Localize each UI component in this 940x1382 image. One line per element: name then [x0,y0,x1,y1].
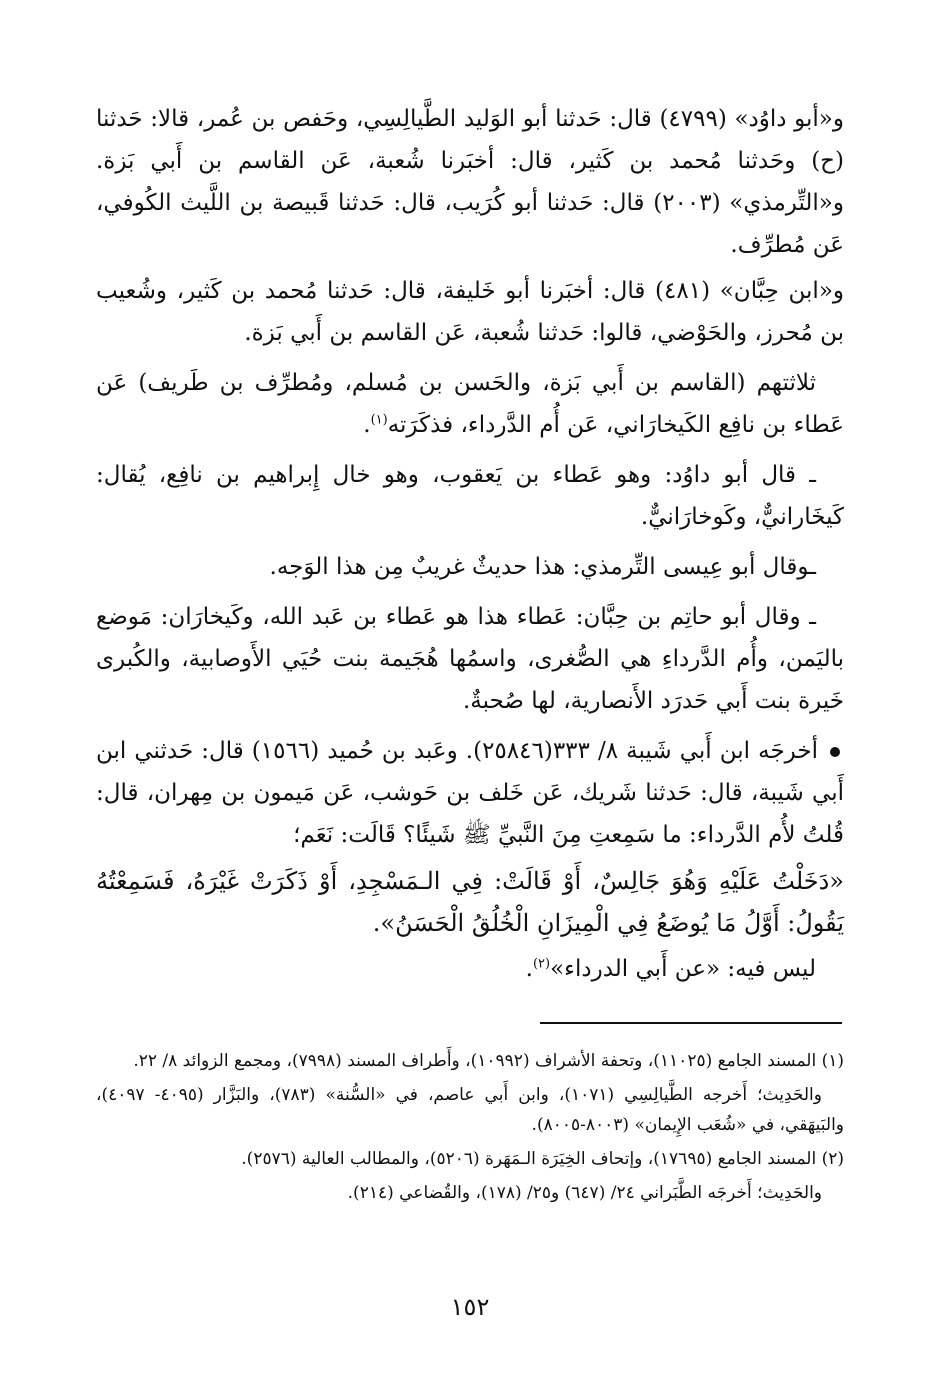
footnote-2-hadith: والحَدِيث؛ أَخرجَه الطَّبَراني ٢٤/ (٦٤٧) و٢٥/ (١٧٨)، والقُضاعي (٢١٤). [347,1183,822,1203]
footnote-1-hadith: والحَدِيث؛ أَخرجه الطَّيالِسِي (١٠٧١)، وابن أَبي عاصم، في «السُّنة» (٧٨٣)، والبَزَّار (٤٠٩٥- ٤٠٩٧)، والبَيهَقي، في «شُعَب الإِيمان» (٨٠٠٣-٨٠٠٥). [96,1085,844,1135]
bullet-icon [830,747,840,757]
hadith-text: «دَخَلْتُ عَلَيْهِ وَهُوَ جَالِسٌ، أَوْ قَالَتْ: فِي الـمَسْجِدِ، أَوْ ذَكَرَتْ غَيْرَهُ، فَسَمِعْتُهُ يَقُولُ: أَوَّلُ مَا يُوضَعُ فِي الْمِيزَانِ الْخُلُقُ الْحَسَنُ». [96,867,844,937]
main-text [96,98,844,990]
footnote-2: (٢) المسند الجامع (١٧٦٩٥)، وإتحاف الخِيَرَة الـمَهَرة (٥٢٠٦)، والمطالب العالية (٢٥٧٦). [241,1149,844,1169]
paragraph-abu-dawud-comment: ـ قال أبو داوُد: وهو عَطاء بن يَعقوب، وهو خال إِبراهيم بن نافِع، يُقال: كَيخَارانيٌّ، وكَوخارَانيٌّ. [96,462,844,530]
footnote-divider [540,1022,842,1024]
paragraph-tirmidhi-comment: ـوقال أبو عِيسى التِّرمذي: هذا حديثٌ غريبٌ مِن هذا الوَجه. [269,554,816,580]
paragraph-ibn-hibban-chain: و«ابن حِبَّان» (٤٨١) قال: أخبَرنا أبو خَليفة، قال: حَدثنا مُحمد بن كَثير، وشُعيب بن مُحرز، والحَوْضي، قالوا: حَدثنا شُعبة، عَن القاسم بن أَبي بَزة. [96,278,844,346]
not-in-it-text: ليس فيه: «عن أَبي الدرداء» [550,956,816,982]
paragraph-three-narrators: ثلاثتهم (القاسم بن أَبي بَزة، والحَسن بن مُسلم، ومُطرِّف بن طَريف) عَن عَطاء بن نافِع الكَيخارَاني، عَن أُم الدَّرداء، فذكَرَته$^{(١)}$. [96,370,844,438]
footnote-ref-1[interactable]: (١) [370,412,388,428]
paragraph-not-in-it: ليس فيه: «عن أَبي الدرداء»$^{(٢)}$. [525,956,816,982]
footnote-ref-2[interactable]: (٢) [532,956,551,972]
footnote-1: (١) المسند الجامع (١١٠٢٥)، وتحفة الأشراف (١٠٩٩٢)، وأَطراف المسند (٧٩٩٨)، ومجمع الزوائد ٨/ ٢٢. [133,1051,844,1071]
footnotes [96,1046,844,1212]
paragraph-ibn-hibban-comment: ـ وقال أبو حاتِم بن حِبَّان: عَطاء هذا هو عَطاء بن عَبد الله، وكَيخارَان: مَوضع باليَمن، وأُم الدَّرداءِ هي الصُّغرى، واسمُها هُجَيمة بنت حُيَي الأَوصابية، والكُبرى خَيرة بنت أَبي حَدرَد الأَنصارية، لها صُحبةٌ. [96,604,844,714]
paragraph-abu-dawud-chain: و«أبو داوُد» (٤٧٩٩) قال: حَدثنا أبو الوَليد الطَّيالِسِي، وحَفص بن عُمر، قالا: حَدثنا (ح) وحَدثنا مُحمد بن كَثير، قال: أخبَرنا شُعبة، عَن القاسم بن أَبي بَزة. و«التِّرمذي» (٢٠٠٣) قال: حَدثنا أبو كُرَيب، قال: حَدثنا قَبيصة بن اللَّيث الكُوفي، عَن مُطرِّف. [96,106,844,258]
page-body [96,98,844,994]
ibn-abi-shaybah-text: أخرجَه ابن أَبي شَيبة ٨/ ٣٣٣(٢٥٨٤٦). وعَبد بن حُميد (١٥٦٦) قال: حَدثني ابن أَبي شَيبة، قال: حَدثنا شَريك، عَن خَلف بن حَوشب، عَن مَيمون بن مِهران، قال: قُلتُ لأُم الدَّرداء: ما سَمِعتِ مِنَ النَّبيِّ ﷺ شَيئًا؟ قَالَت: نَعَم؛ [96,738,844,848]
paragraph-ibn-abi-shaybah [96,730,844,856]
three-narrators-text: ثلاثتهم (القاسم بن أَبي بَزة، والحَسن بن مُسلم، ومُطرِّف بن طَريف) عَن عَطاء بن نافِع الكَيخارَاني، عَن أُم الدَّرداء، فذكَرَته [96,370,844,438]
page-number: ١٥٢ [450,1293,490,1321]
